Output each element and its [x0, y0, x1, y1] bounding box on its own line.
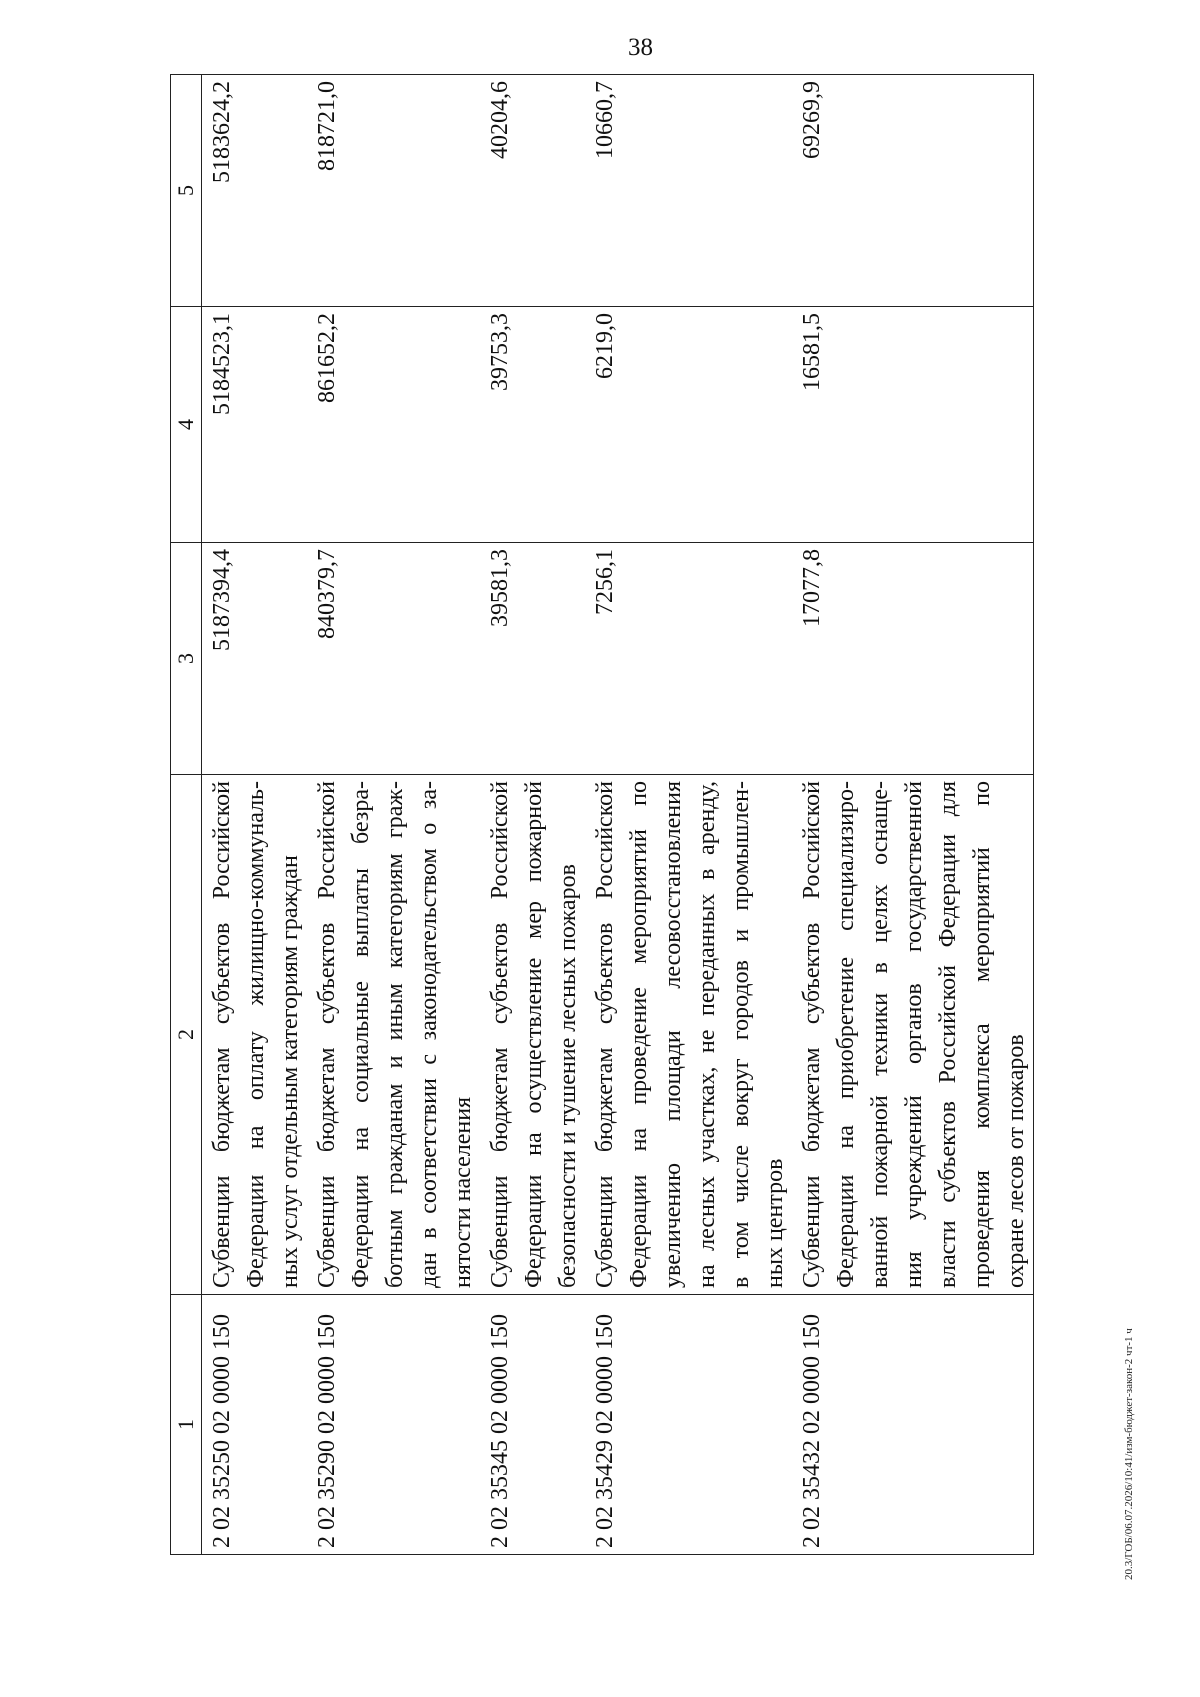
value-col-4: 861652,2: [307, 307, 480, 543]
value-col-3: 39581,3: [480, 543, 585, 775]
revenue-name-line: Субвенции бюджетам субъектов Российской: [487, 781, 513, 1288]
table-row: [585, 75, 792, 1555]
value-col-4: 6219,0: [585, 307, 792, 543]
revenue-name-line: нятости населения: [450, 1096, 476, 1288]
value-col-3: 840379,7: [307, 543, 480, 775]
column-header-3: 3: [171, 543, 202, 775]
revenue-name-line: Субвенции бюджетам субъектов Российской: [314, 781, 340, 1288]
revenue-name-line: Федерации на оплату жилищно-коммуналь-: [243, 781, 269, 1288]
revenue-name-line: Федерации на приобретение специализиро-: [833, 781, 859, 1288]
revenue-name: [792, 775, 1034, 1295]
revenue-name-line: Субвенции бюджетам субъектов Российской: [592, 781, 618, 1288]
value-col-5: 5183624,2: [202, 75, 308, 307]
value-col-4: 39753,3: [480, 307, 585, 543]
page-number: 38: [628, 34, 653, 61]
value-col-4: 5184523,1: [202, 307, 308, 543]
revenue-code: 2 02 35290 02 0000 150: [307, 1295, 480, 1555]
rotated-table-container: [170, 75, 1060, 1555]
document-footer-code: 20.3/ГОБ/06.07.2026/10:41/изм-бюджет-закон-2 чт-1 ч: [1123, 1328, 1135, 1580]
table-row: [480, 75, 585, 1555]
table-header-row: [171, 75, 202, 1555]
revenue-name-line: Федерации на осуществление мер пожарной: [521, 781, 547, 1288]
column-header-1: 1: [171, 1295, 202, 1555]
column-header-2: 2: [171, 775, 202, 1295]
revenue-name-line: Субвенции бюджетам субъектов Российской: [209, 781, 235, 1288]
revenue-name: [202, 775, 308, 1295]
revenue-code: 2 02 35429 02 0000 150: [585, 1295, 792, 1555]
revenue-name-line: ных центров: [762, 1158, 788, 1288]
revenue-name-line: ных услуг отдельным категориям граждан: [277, 855, 303, 1288]
revenue-name: [307, 775, 480, 1295]
value-col-5: 818721,0: [307, 75, 480, 307]
value-col-3: 7256,1: [585, 543, 792, 775]
table-row: [792, 75, 1034, 1555]
revenue-name-line: на лесных участках, не переданных в аренду,: [694, 781, 720, 1288]
budget-table: [170, 74, 1034, 1555]
table-row: [307, 75, 480, 1555]
revenue-code: 2 02 35250 02 0000 150: [202, 1295, 308, 1555]
revenue-name-line: Субвенции бюджетам субъектов Российской: [799, 781, 825, 1288]
value-col-5: 69269,9: [792, 75, 1034, 307]
value-col-5: 10660,7: [585, 75, 792, 307]
value-col-5: 40204,6: [480, 75, 585, 307]
column-header-5: 5: [171, 75, 202, 307]
table-row: [202, 75, 308, 1555]
revenue-name-line: ния учреждений органов государственной: [901, 781, 927, 1288]
revenue-code: 2 02 35432 02 0000 150: [792, 1295, 1034, 1555]
revenue-name-line: безопасности и тушение лесных пожаров: [555, 864, 581, 1288]
revenue-code: 2 02 35345 02 0000 150: [480, 1295, 585, 1555]
revenue-name-line: охране лесов от пожаров: [1003, 1034, 1029, 1288]
value-col-3: 5187394,4: [202, 543, 308, 775]
value-col-4: 16581,5: [792, 307, 1034, 543]
revenue-name-line: Федерации на проведение мероприятий по: [626, 781, 652, 1288]
revenue-name-line: ванной пожарной техники в целях оснаще-: [867, 781, 893, 1288]
revenue-name-line: дан в соответствии с законодательством о за-: [416, 781, 442, 1288]
revenue-name-line: проведения комплекса мероприятий по: [969, 781, 995, 1288]
revenue-name-line: власти субъектов Российской Федерации для: [935, 781, 961, 1288]
revenue-name-line: Федерации на социальные выплаты безра-: [348, 781, 374, 1288]
revenue-name: [585, 775, 792, 1295]
revenue-name: [480, 775, 585, 1295]
value-col-3: 17077,8: [792, 543, 1034, 775]
revenue-name-line: в том числе вокруг городов и промышлен-: [728, 781, 754, 1288]
column-header-4: 4: [171, 307, 202, 543]
revenue-name-line: ботным гражданам и иным категориям граж-: [382, 781, 408, 1288]
revenue-name-line: увеличению площади лесовосстановления: [660, 781, 686, 1288]
